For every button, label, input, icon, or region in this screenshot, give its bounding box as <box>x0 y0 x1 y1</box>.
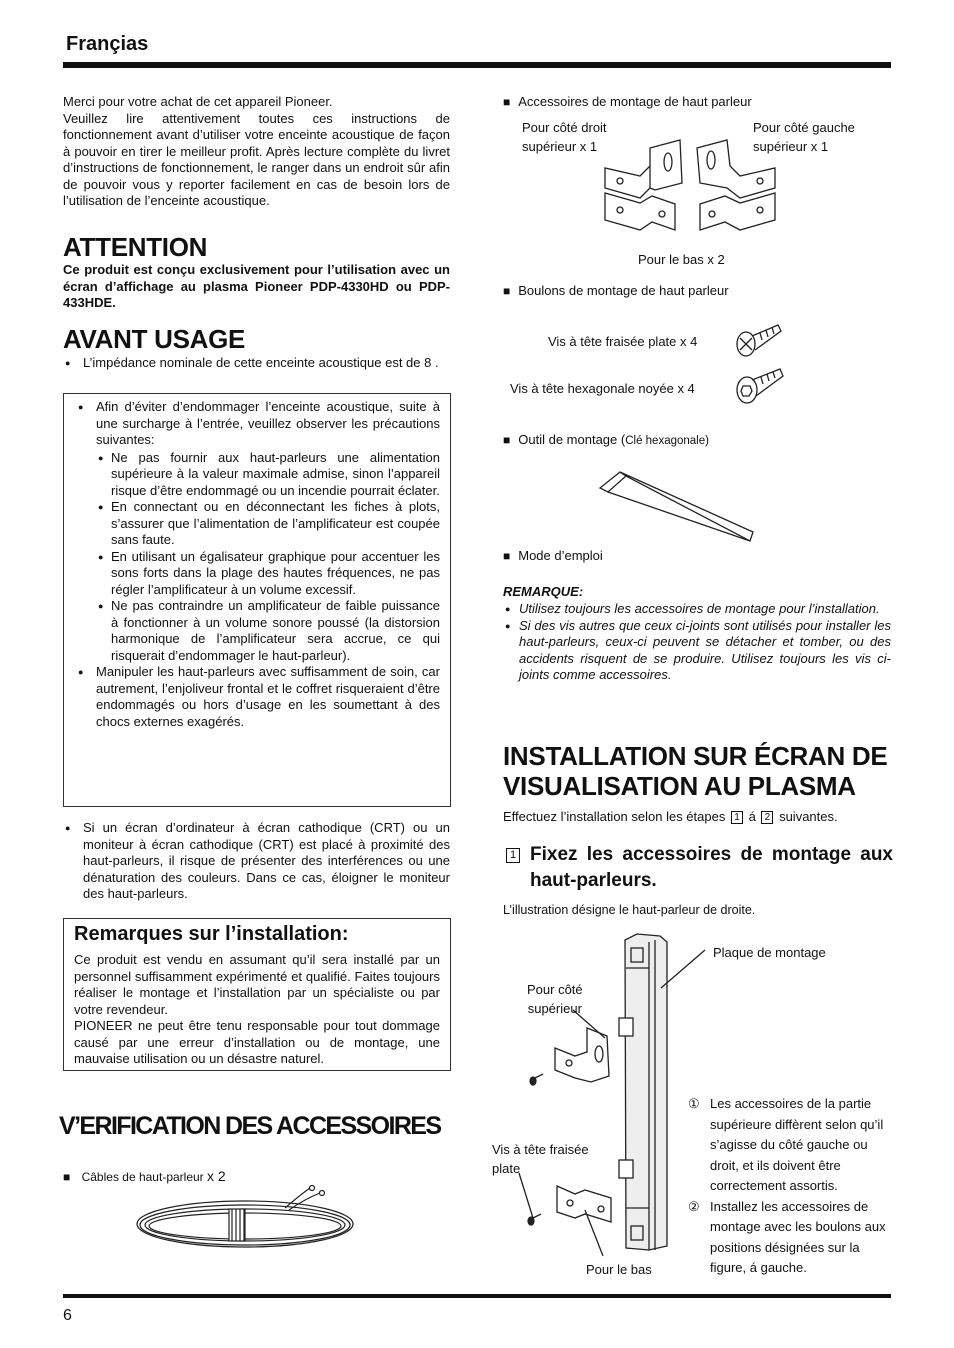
tool-title-text: Outil de montage ( <box>518 432 626 447</box>
bottom-callout: Pour le bas <box>586 1262 652 1277</box>
mounting-plate-label: Plaque de montage <box>713 945 826 960</box>
tool-title <box>503 432 709 447</box>
step-marker: ② <box>688 1198 700 1214</box>
bolts-title-text: Boulons de montage de haut parleur <box>518 283 729 298</box>
list-item <box>76 399 440 664</box>
list-item: ● En utilisant un égalisateur graphique pour accentuer les sons forts dans la plage des hautes fréquences, ne pas régler l’amplificateur à un volume excessif. <box>96 549 440 599</box>
avant-usage-list <box>63 355 450 372</box>
language-heading: Françias <box>66 33 149 55</box>
list-item: ● Utilisez toujours les accessoires de montage pour l’installation. <box>503 601 891 618</box>
precautions-box <box>63 393 451 807</box>
step-text: Les accessoires de la partie supérieure diffèrent selon qu’il s’agisse du côté gauche ou droit, et ils doivent être correctement assortis. <box>710 1096 884 1193</box>
hex-screw-label: Vis à tête hexagonale noyée x 4 <box>510 381 695 396</box>
installation-heading: INSTALLATION SUR ÉCRAN DE VISUALISATION AU PLASMA <box>503 741 888 801</box>
left-top-label: Pour côté gauche supérieur x 1 <box>753 120 855 154</box>
manual-item <box>503 548 603 563</box>
installation-intro <box>503 809 838 824</box>
step1-number: 1 <box>506 848 520 863</box>
tool-sub-text: Clé hexagonale) <box>625 435 709 447</box>
intro-part-a: Effectuez l’installation selon les étapes <box>503 809 726 824</box>
list-item: ● Ne pas fournir aux haut-parleurs une alimentation supérieure à la valeur maximale admise, sinon l’appareil risque d’être endommagé ou un incendie pourrait éclater. <box>96 450 440 500</box>
step-text: Installez les accessoires de montage avec les boulons aux positions désignées sur la figure, á gauche. <box>710 1198 886 1275</box>
list-item: ● Si un écran d’ordinateur à écran cathodique (CRT) ou un moniteur à écran cathodique (CRT) est placé à proximité des haut-parleurs, il risque de présenter des interférences ou une dénaturation des couleurs. Dans ce cas, éloigner le moniteur des haut-parleurs. <box>63 820 450 903</box>
illustration-note: L’illustration désigne le haut-parleur de droite. <box>503 903 756 917</box>
speaker-installation-illustration <box>515 928 715 1258</box>
step1-title: Fixez les accessoires de montage aux haut-parleurs. <box>530 844 893 891</box>
cables-text: Câbles de haut-parleur <box>81 1170 204 1184</box>
top-rule <box>63 62 891 68</box>
step-marker: ① <box>688 1096 700 1111</box>
list-item: ● En connectant ou en déconnectant les fiches à plots, s’assurer que l’alimentation de l’amplificateur est coupée sans faute. <box>96 499 440 549</box>
step1-heading <box>503 842 893 894</box>
remarques-heading: Remarques sur l’installation: <box>74 923 349 945</box>
flat-screw-label: Vis à tête fraisée plate x 4 <box>548 334 698 349</box>
attention-text: Ce produit est conçu exclusivement pour l’utilisation avec un écran d’affichage au plasma Pioneer PDP-4330HD ou PDP-433HDE. <box>63 262 450 310</box>
step-number-1: 1 <box>731 811 743 824</box>
intro-text: Merci pour votre achat de cet appareil Pioneer. Veuillez lire attentivement toutes ces instructions de fonctionnement avant d’utiliser votre enceinte acoustique de façon à pouvoir en tirer le meilleur profit. Après lecture complète du livret d’instructions de fonctionnement, le ranger dans un endroit sûr afin de pouvoir vous y reporter facilement en cas de besoin lors de l’utilisation de l’enceinte acoustique. <box>63 94 450 208</box>
remarques-box <box>63 918 451 1071</box>
attention-heading: ATTENTION <box>63 232 208 262</box>
bottom-label: Pour le bas x 2 <box>638 252 725 267</box>
step-number-2: 2 <box>761 811 773 824</box>
list-item: ● Ne pas contraindre un amplificateur de faible puissance à fonctionner à un volume sonore poussé (la distorsion harmonique de l’amplificateur sera accrue, ce qui risquerait d’endommager le haut-parleur). <box>96 598 440 664</box>
brackets-title-text: Accessoires de montage de haut parleur <box>518 94 752 109</box>
speaker-cable-illustration <box>135 1183 360 1263</box>
installation-step <box>688 1094 891 1197</box>
hex-key-illustration <box>596 466 756 546</box>
cables-qty: x 2 <box>207 1168 226 1184</box>
installation-step <box>688 1197 891 1279</box>
verification-heading: V’ERIFICATION DES ACCESSOIRES <box>59 1112 441 1140</box>
brackets-title <box>503 94 752 109</box>
cables-label <box>63 1168 226 1184</box>
intro-part-c: suivantes. <box>779 809 838 824</box>
bolts-title <box>503 283 729 298</box>
crt-warning-list <box>63 820 450 903</box>
avant-usage-heading: AVANT USAGE <box>63 324 246 354</box>
installation-steps <box>688 1094 891 1279</box>
intro-part-b: á <box>748 809 756 824</box>
remarque-list <box>503 601 891 684</box>
top-side-label: Pour côté supérieur <box>527 982 583 1016</box>
flat-screw-callout: Vis à tête fraisée plate <box>492 1142 589 1176</box>
list-item: ● Si des vis autres que ceux ci-joints sont utilisés pour installer les haut-parleurs, ceux-ci peuvent se détacher et tomber, ou des accidents risquent de se produire. Utilisez toujours les vis ci-joints comme accessoires. <box>503 618 891 684</box>
list-item: ● Manipuler les haut-parleurs avec suffisamment de soin, car autrement, l’enjoliveur frontal et le coffret risqueraient d’être endommagés ou hors d’usage en les soumettant à des chocs externes exagérés. <box>76 664 440 730</box>
remarque-heading: REMARQUE: <box>503 584 584 599</box>
list-item: ● L’impédance nominale de cette enceinte acoustique est de 8 . <box>63 355 450 372</box>
page-number: 6 <box>63 1307 72 1324</box>
precaution-text: Afin d’éviter d’endommager l’enceinte acoustique, suite à une surcharge à l’entrée, veuillez observer les précautions suivantes: <box>96 399 440 447</box>
manual-text: Mode d’emploi <box>518 548 603 563</box>
brackets-illustration <box>600 138 780 240</box>
flat-screw-icon <box>734 322 784 360</box>
bottom-rule <box>63 1294 891 1298</box>
hex-screw-icon <box>734 366 786 406</box>
right-top-label: Pour côté droit supérieur x 1 <box>522 120 607 154</box>
remarques-text: Ce produit est vendu en assumant qu’il sera installé par un personnel suffisamment expérimenté et qualifié. Faites toujours réaliser le montage et l’installation par un spécialiste ou par votre revendeur. PIONEER ne peut être tenu responsable pour tout dommage causé par une erreur d’installation ou de montage, une mauvaise utilisation ou un désastre naturel. <box>74 952 440 1066</box>
